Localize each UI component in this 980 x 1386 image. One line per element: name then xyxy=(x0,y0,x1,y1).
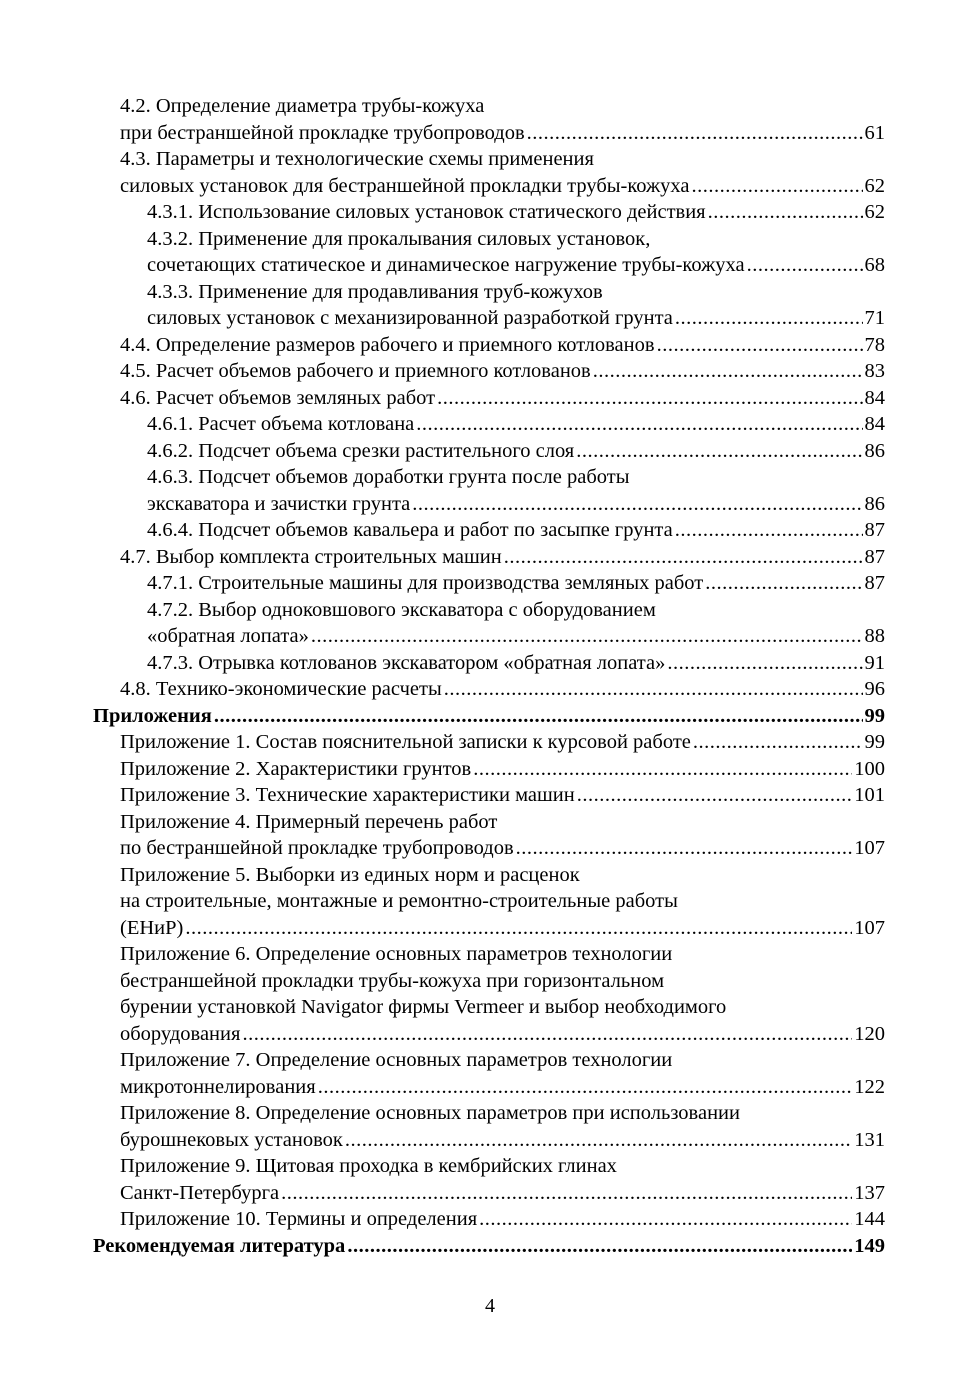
toc-entry-title-line: бестраншейной прокладки трубы-кожуха при горизонтальном xyxy=(120,969,665,992)
toc-entry-page-number: 84 xyxy=(864,413,885,435)
toc-entry-leader-line xyxy=(120,756,885,783)
toc-entry-title: 4.3.1. Использование силовых установок статического действия xyxy=(147,201,706,223)
dot-leader xyxy=(577,782,853,809)
toc-entry xyxy=(93,438,885,465)
toc-entry-leader-line xyxy=(120,835,885,862)
toc-entry-title-line: Приложение 9. Щитовая проходка в кембрийских глинах xyxy=(120,1155,617,1177)
dot-leader xyxy=(675,305,863,332)
toc-entry-title-line: 4.7.2. Выбор одноковшового экскаватора с оборудованием xyxy=(147,598,656,621)
toc-entry-leader-line xyxy=(93,1233,885,1260)
toc-entry-leader-line xyxy=(120,120,885,147)
toc-entry xyxy=(93,650,885,677)
toc-entry-title: 4.6.4. Подсчет объемов кавальера и работ по засыпке грунта xyxy=(147,519,673,541)
toc-entry-title: 4.8. Технико-экономические расчеты xyxy=(120,678,442,700)
toc-entry xyxy=(93,146,885,199)
dot-leader xyxy=(444,676,863,703)
toc-entry-title-line: 4.3.3. Применение для продавливания труб-кожухов xyxy=(147,280,603,303)
toc-entry-title: микротоннелирования xyxy=(120,1075,316,1098)
toc-entry-leader-line xyxy=(147,438,885,465)
toc-entry-leader-line xyxy=(120,173,885,200)
toc-entry-page-number: 100 xyxy=(854,757,885,780)
dot-leader xyxy=(345,1127,852,1154)
toc-entry-title: Приложение 2. Характеристики грунтов xyxy=(120,757,472,780)
dot-leader xyxy=(412,491,862,518)
toc-entry-title: силовых установок с механизированной разработкой грунта xyxy=(147,307,673,329)
toc-entry-leader-line xyxy=(120,1074,885,1101)
toc-entry-page-number: 144 xyxy=(854,1208,885,1230)
toc-entry-title: 4.5. Расчет объемов рабочего и приемного котлованов xyxy=(120,360,591,382)
toc-entry-title: 4.7.1. Строительные машины для производства земляных работ xyxy=(147,572,704,594)
dot-leader xyxy=(473,756,852,783)
toc-entry-page-number: 87 xyxy=(864,572,885,594)
toc-entry-leader-line xyxy=(120,1206,885,1233)
toc-entry-title: Приложение 10. Термины и определения xyxy=(120,1208,478,1230)
toc-entry-title: сочетающих статическое и динамическое нагружение трубы-кожуха xyxy=(147,254,745,276)
dot-leader xyxy=(675,517,863,544)
dot-leader xyxy=(281,1180,852,1207)
toc-entry-page-number: 101 xyxy=(854,784,885,806)
toc-entry-title: Рекомендуемая литература xyxy=(93,1234,346,1257)
toc-entry-title-line: 4.6.3. Подсчет объемов доработки грунта после работы xyxy=(147,466,630,488)
toc-entry-title: силовых установок для бестраншейной прокладки трубы-кожуха xyxy=(120,174,690,197)
toc-entry xyxy=(93,385,885,412)
dot-leader xyxy=(311,623,863,650)
toc-entry-page-number: 99 xyxy=(864,731,885,753)
dot-leader xyxy=(692,173,863,200)
toc-entry xyxy=(93,93,885,146)
toc-entry-page-number: 131 xyxy=(854,1128,885,1151)
toc-entry-leader-line xyxy=(120,1021,885,1048)
toc-entry xyxy=(93,544,885,571)
dot-leader xyxy=(437,385,862,412)
toc-entry xyxy=(93,729,885,756)
toc-entry-leader-line xyxy=(147,305,885,332)
dot-leader xyxy=(318,1074,853,1101)
toc-entry-leader-line xyxy=(147,199,885,226)
toc-entry-title: 4.6.1. Расчет объема котлована xyxy=(147,413,415,435)
toc-entry-title: 4.4. Определение размеров рабочего и приемного котлованов xyxy=(120,333,655,356)
toc-entry xyxy=(93,358,885,385)
toc-entry-page-number: 149 xyxy=(854,1234,885,1257)
toc-entry xyxy=(93,782,885,809)
toc-entry-title-line: на строительные, монтажные и ремонтно-строительные работы xyxy=(120,890,678,912)
toc-entry xyxy=(93,1047,885,1100)
toc-entry-title: 4.7. Выбор комплекта строительных машин xyxy=(120,545,502,568)
toc-entry-page-number: 99 xyxy=(864,704,885,727)
toc-entry-page-number: 61 xyxy=(864,121,885,144)
dot-leader xyxy=(347,1233,852,1260)
toc-entry-title: экскаватора и зачистки грунта xyxy=(147,492,411,515)
toc-entry-page-number: 86 xyxy=(864,492,885,515)
page-number: 4 xyxy=(485,1295,495,1317)
toc-entry-page-number: 71 xyxy=(864,307,885,329)
toc-entry-title-line: 4.2. Определение диаметра трубы-кожуха xyxy=(120,95,485,117)
toc-entry-leader-line xyxy=(147,252,885,279)
toc-entry xyxy=(93,1206,885,1233)
toc-entry xyxy=(93,279,885,332)
toc-entry-leader-line xyxy=(120,782,885,809)
toc-entry-title-line: Приложение 8. Определение основных параметров при использовании xyxy=(120,1102,740,1124)
toc-entry-leader-line xyxy=(120,915,885,942)
toc-entry-title: (ЕНиР) xyxy=(120,916,184,939)
toc-entry-title: по бестраншейной прокладке трубопроводов xyxy=(120,837,514,859)
toc-entry-leader-line xyxy=(120,1127,885,1154)
toc-entry-title: Приложение 3. Технические характеристики машин xyxy=(120,784,575,806)
toc-entry xyxy=(93,517,885,544)
toc-entry-title: при бестраншейной прокладке трубопроводов xyxy=(120,121,525,144)
toc-entry xyxy=(93,199,885,226)
toc-entry xyxy=(93,570,885,597)
dot-leader xyxy=(416,411,862,438)
toc-entry-title: оборудования xyxy=(120,1022,241,1045)
toc-entry-title: Приложение 1. Состав пояснительной записки к курсовой работе xyxy=(120,731,691,753)
toc-entry xyxy=(93,809,885,862)
toc-section-entry xyxy=(93,1233,885,1260)
toc-section-entry xyxy=(93,703,885,730)
toc-entry-leader-line xyxy=(120,385,885,412)
dot-leader xyxy=(667,650,862,677)
toc-entry-page-number: 78 xyxy=(864,333,885,356)
toc-entry-page-number: 86 xyxy=(864,439,885,462)
toc-entry-title: 4.7.3. Отрывка котлованов экскаватором «обратная лопата» xyxy=(147,651,666,674)
toc-entry-page-number: 68 xyxy=(864,254,885,276)
dot-leader xyxy=(576,438,862,465)
toc-entry-page-number: 107 xyxy=(854,916,885,939)
toc-entry-leader-line xyxy=(120,358,885,385)
toc-entry-page-number: 83 xyxy=(864,360,885,382)
toc-entry-leader-line xyxy=(147,411,885,438)
toc-entry-leader-line xyxy=(120,332,885,359)
toc-entry-leader-line xyxy=(120,1180,885,1207)
table-of-contents xyxy=(93,93,885,1259)
toc-entry xyxy=(93,597,885,650)
dot-leader xyxy=(504,544,863,571)
toc-entry xyxy=(93,226,885,279)
toc-entry-page-number: 91 xyxy=(864,651,885,674)
toc-entry-title: 4.6. Расчет объемов земляных работ xyxy=(120,386,436,409)
toc-entry-leader-line xyxy=(120,676,885,703)
toc-entry-leader-line xyxy=(93,703,885,730)
toc-entry-title-line: Приложение 6. Определение основных параметров технологии xyxy=(120,943,673,965)
toc-entry xyxy=(93,1100,885,1153)
toc-entry-page-number: 62 xyxy=(864,174,885,197)
toc-entry-page-number: 107 xyxy=(854,837,885,859)
toc-entry-title: Приложения xyxy=(93,704,212,727)
dot-leader xyxy=(214,703,863,730)
dot-leader xyxy=(693,729,863,756)
toc-entry-page-number: 137 xyxy=(854,1181,885,1204)
toc-entry-leader-line xyxy=(120,729,885,756)
toc-entry-leader-line xyxy=(147,517,885,544)
toc-entry xyxy=(93,676,885,703)
dot-leader xyxy=(185,915,852,942)
toc-entry xyxy=(93,332,885,359)
toc-entry-title-line: Приложение 4. Примерный перечень работ xyxy=(120,810,498,833)
toc-entry-page-number: 87 xyxy=(864,519,885,541)
toc-entry-leader-line xyxy=(147,650,885,677)
toc-entry-page-number: 120 xyxy=(854,1022,885,1045)
toc-entry-leader-line xyxy=(147,570,885,597)
dot-leader xyxy=(516,835,853,862)
toc-entry-page-number: 62 xyxy=(864,201,885,223)
toc-entry-title: Санкт-Петербурга xyxy=(120,1181,280,1204)
toc-entry xyxy=(93,464,885,517)
toc-entry-leader-line xyxy=(120,544,885,571)
dot-leader xyxy=(708,199,863,226)
toc-entry-page-number: 96 xyxy=(864,678,885,700)
dot-leader xyxy=(657,332,863,359)
toc-entry-title-line: бурении установкой Navigator фирмы Vermeer и выбор необходимого xyxy=(120,996,727,1018)
dot-leader xyxy=(593,358,863,385)
toc-entry-page-number: 88 xyxy=(864,625,885,647)
dot-leader xyxy=(705,570,862,597)
toc-entry-page-number: 87 xyxy=(864,545,885,568)
dot-leader xyxy=(242,1021,852,1048)
toc-entry-leader-line xyxy=(147,491,885,518)
toc-entry xyxy=(93,1153,885,1206)
toc-entry xyxy=(93,756,885,783)
toc-entry-leader-line xyxy=(147,623,885,650)
toc-entry-title: «обратная лопата» xyxy=(147,625,309,647)
toc-entry-title-line: Приложение 7. Определение основных параметров технологии xyxy=(120,1049,673,1071)
toc-entry-title-line: 4.3.2. Применение для прокалывания силовых установок, xyxy=(147,227,651,250)
toc-entry xyxy=(93,941,885,1047)
toc-entry xyxy=(93,411,885,438)
toc-entry-title: бурошнековых установок xyxy=(120,1128,343,1151)
toc-entry-title-line: 4.3. Параметры и технологические схемы применения xyxy=(120,148,594,170)
dot-leader xyxy=(747,252,863,279)
dot-leader xyxy=(527,120,863,147)
toc-entry xyxy=(93,862,885,942)
toc-entry-title: 4.6.2. Подсчет объема срезки растительного слоя xyxy=(147,439,575,462)
toc-entry-page-number: 84 xyxy=(864,386,885,409)
dot-leader xyxy=(479,1206,852,1233)
toc-entry-title-line: Приложение 5. Выборки из единых норм и расценок xyxy=(120,863,580,886)
toc-entry-page-number: 122 xyxy=(854,1075,885,1098)
